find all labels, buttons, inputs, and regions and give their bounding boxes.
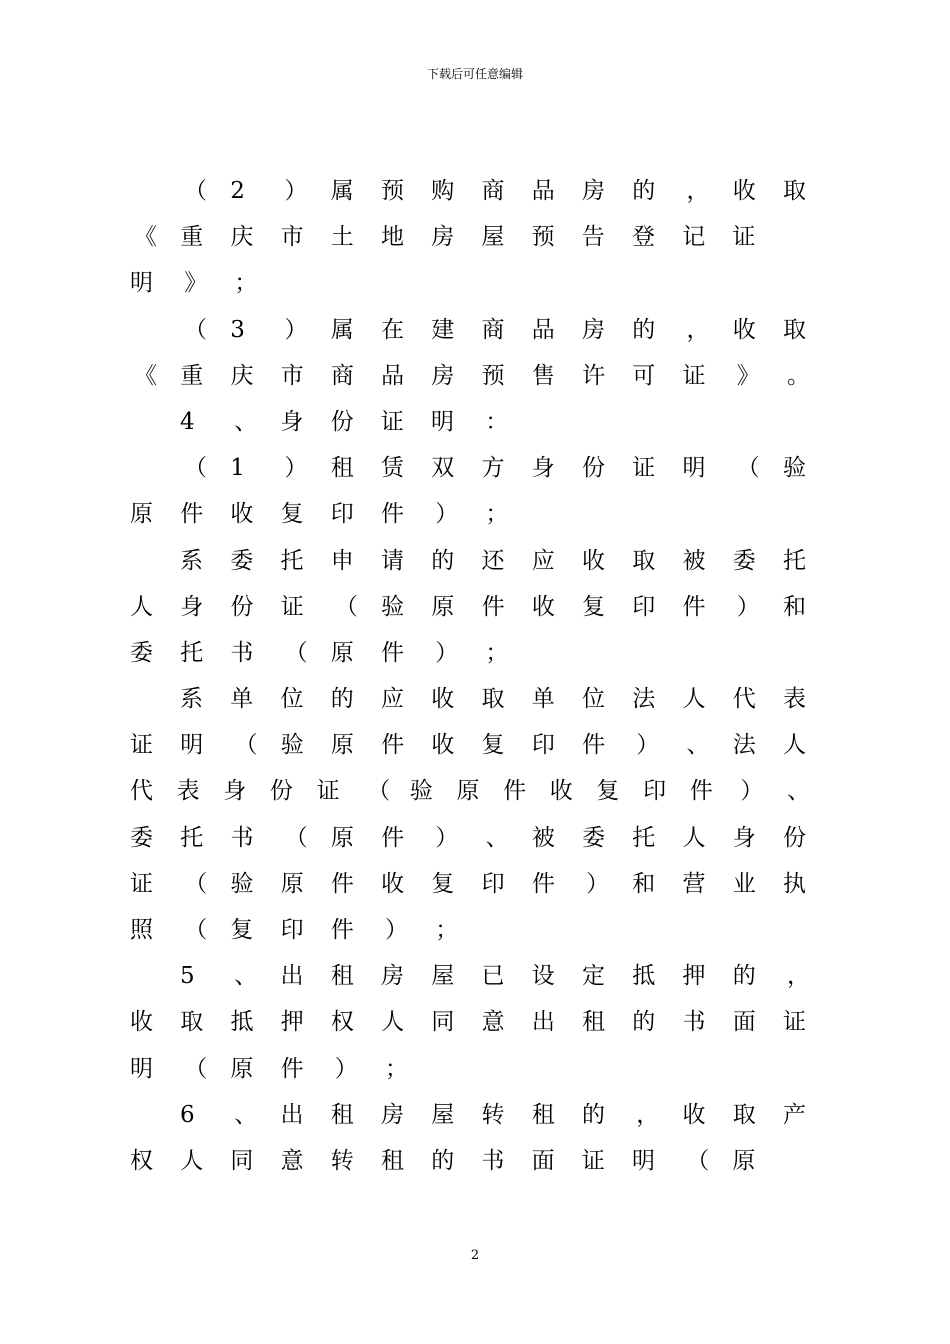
glyph: 品 (531, 316, 555, 343)
glyph: 收 (230, 501, 254, 528)
glyph: 租 (582, 1009, 606, 1036)
glyph: 品 (381, 362, 405, 389)
glyph: 抵 (230, 1009, 254, 1036)
glyph: 意 (481, 1009, 505, 1036)
glyph: 件 (280, 1055, 304, 1082)
glyph: 证 (632, 455, 656, 482)
glyph: 5 (180, 963, 195, 990)
paragraph-first-line (130, 676, 806, 722)
glyph: 6 (180, 1101, 195, 1128)
glyph: 代 (130, 778, 153, 805)
glyph: 取 (481, 686, 505, 713)
glyph: （ (367, 778, 391, 805)
glyph: 份 (230, 593, 254, 620)
glyph: ） (586, 870, 610, 897)
glyph: 2 (230, 178, 245, 204)
glyph: 委 (732, 547, 756, 574)
glyph: ； (485, 501, 509, 528)
glyph: 屋 (431, 1101, 455, 1128)
paragraph-line (130, 214, 806, 260)
glyph: 书 (481, 1147, 505, 1174)
glyph: ； (485, 639, 509, 666)
glyph: 印 (531, 732, 555, 759)
glyph: ） (284, 316, 308, 343)
glyph: 件 (689, 778, 713, 805)
glyph: 身 (223, 778, 247, 805)
glyph: ） (284, 178, 308, 204)
glyph: 双 (431, 455, 455, 482)
glyph: 押 (682, 963, 706, 990)
glyph: 的 (632, 316, 656, 343)
glyph: ： (485, 408, 509, 435)
glyph: 房 (381, 963, 404, 990)
glyph: ， (686, 316, 710, 343)
glyph: 、 (686, 732, 710, 759)
glyph: 原 (732, 1147, 756, 1174)
glyph: 验 (280, 732, 304, 759)
glyph: ， (686, 178, 710, 204)
glyph: 收 (582, 547, 605, 574)
glyph: 人 (381, 1009, 405, 1036)
glyph: 还 (481, 547, 505, 574)
glyph: 法 (732, 732, 756, 759)
glyph: 明 (632, 1147, 655, 1174)
glyph: 件 (330, 917, 354, 943)
glyph: 系 (180, 547, 203, 574)
glyph: 和 (632, 870, 656, 897)
glyph: 设 (531, 963, 555, 990)
glyph: 请 (381, 547, 404, 574)
glyph: 托 (280, 547, 304, 574)
glyph: 原 (330, 824, 354, 851)
glyph: （ (184, 178, 207, 204)
glyph: 房 (582, 178, 605, 204)
glyph: 的 (431, 1147, 455, 1174)
glyph: 商 (481, 178, 505, 204)
glyph: 面 (732, 1009, 756, 1036)
glyph: 件 (582, 732, 606, 759)
glyph: 复 (230, 917, 254, 943)
glyph: 收 (431, 686, 455, 713)
glyph: 》 (184, 270, 208, 297)
glyph: 系 (180, 686, 203, 713)
glyph: 面 (531, 1147, 555, 1174)
glyph: 押 (280, 1009, 304, 1036)
glyph: 可 (632, 362, 656, 389)
glyph: 件 (330, 870, 354, 897)
glyph: 权 (130, 1147, 153, 1174)
glyph: 取 (632, 547, 656, 574)
paragraph-line (130, 1138, 806, 1184)
glyph: 同 (230, 1147, 254, 1174)
glyph: 。 (787, 362, 810, 389)
glyph: 复 (481, 732, 505, 759)
glyph: 表 (783, 686, 806, 713)
glyph: 书 (230, 824, 254, 851)
paragraph-line (130, 815, 806, 861)
glyph: （ (184, 917, 208, 943)
glyph: ） (284, 455, 308, 482)
glyph: 证 (732, 224, 756, 251)
glyph: 证 (380, 408, 404, 435)
glyph: 书 (682, 1009, 706, 1036)
glyph: 的 (732, 963, 756, 990)
glyph: 租 (330, 1101, 354, 1128)
glyph: 取 (732, 1101, 756, 1128)
glyph: 应 (381, 686, 404, 713)
glyph: 申 (330, 547, 354, 574)
glyph: 件 (381, 732, 405, 759)
glyph: 印 (481, 870, 505, 897)
glyph: 屋 (481, 224, 505, 251)
glyph: 明 (130, 270, 153, 297)
glyph: 原 (280, 870, 304, 897)
glyph: 人 (682, 686, 706, 713)
glyph: 转 (481, 1101, 505, 1128)
paragraph-first-line (130, 1092, 806, 1138)
glyph: 原 (330, 732, 354, 759)
glyph: 件 (481, 593, 505, 620)
glyph: 出 (280, 963, 304, 990)
glyph: （ (334, 593, 358, 620)
glyph: 位 (280, 686, 304, 713)
glyph: 商 (330, 362, 354, 389)
glyph: 建 (431, 316, 455, 343)
glyph: 、 (787, 778, 810, 805)
paragraph-line (130, 630, 806, 676)
glyph: 明 (130, 1055, 153, 1082)
glyph: 代 (732, 686, 756, 713)
glyph: 件 (682, 593, 706, 620)
glyph: 房 (431, 224, 455, 251)
glyph: ） (736, 593, 760, 620)
glyph: 份 (269, 778, 293, 805)
glyph: 身 (280, 408, 304, 435)
glyph: 书 (230, 639, 254, 666)
glyph: 、 (234, 1101, 258, 1128)
glyph: 3 (230, 316, 245, 343)
glyph: 收 (682, 1101, 706, 1128)
glyph: 的 (632, 178, 656, 204)
glyph: 租 (531, 1101, 555, 1128)
glyph: 件 (531, 870, 555, 897)
paragraph-first-line (130, 445, 806, 491)
glyph: 身 (531, 455, 555, 482)
glyph: 4 (180, 408, 195, 435)
glyph: 复 (582, 593, 606, 620)
glyph: 售 (531, 362, 555, 389)
glyph: 托 (632, 824, 656, 851)
glyph: 收 (549, 778, 573, 805)
paragraph-line (130, 491, 806, 537)
glyph: 权 (330, 1009, 354, 1036)
glyph: 的 (632, 1009, 656, 1036)
glyph: 位 (582, 686, 605, 713)
glyph: 原 (230, 1055, 254, 1082)
glyph: 收 (531, 593, 555, 620)
glyph: 应 (531, 547, 555, 574)
glyph: 被 (531, 824, 555, 851)
glyph: 抵 (632, 963, 656, 990)
glyph: 取 (180, 1009, 204, 1036)
glyph: 、 (485, 824, 509, 851)
glyph: 收 (130, 1009, 153, 1036)
glyph: 告 (581, 224, 605, 251)
glyph: 验 (230, 870, 254, 897)
glyph: 营 (682, 870, 706, 897)
glyph: 原 (431, 593, 455, 620)
glyph: 地 (381, 224, 404, 251)
paragraph-line (130, 1046, 806, 1092)
glyph: 明 (682, 455, 706, 482)
glyph: 的 (330, 686, 354, 713)
glyph: ， (636, 1101, 660, 1128)
glyph: 预 (481, 362, 505, 389)
paragraph-first-line (130, 168, 806, 214)
glyph: 意 (280, 1147, 304, 1174)
glyph: 托 (180, 824, 204, 851)
paragraph-line (130, 907, 806, 953)
glyph: 和 (783, 593, 806, 620)
glyph: 属 (330, 316, 354, 343)
glyph: 人 (180, 1147, 204, 1174)
glyph: 租 (330, 963, 354, 990)
glyph: 件 (381, 824, 405, 851)
paragraph-line (130, 768, 810, 814)
glyph: 市 (280, 224, 304, 251)
glyph: 印 (280, 917, 304, 943)
glyph: 的 (431, 547, 455, 574)
glyph: ， (787, 963, 810, 990)
glyph: 单 (531, 686, 555, 713)
glyph: 出 (280, 1101, 304, 1128)
glyph: ； (435, 917, 459, 943)
glyph: 验 (783, 455, 806, 482)
glyph: 件 (180, 501, 204, 528)
glyph: （ (184, 455, 207, 482)
glyph: 、 (234, 408, 258, 435)
glyph: 庆 (230, 224, 254, 251)
page-number: 2 (470, 1248, 480, 1263)
glyph: 表 (176, 778, 200, 805)
paragraph-first-line (130, 538, 806, 584)
glyph: 、 (234, 963, 258, 990)
glyph: 件 (381, 639, 404, 666)
glyph: 复 (280, 501, 304, 528)
paragraph-first-line (130, 399, 806, 445)
glyph: 产 (783, 1101, 806, 1128)
glyph: 委 (130, 639, 153, 666)
glyph: 收 (381, 870, 405, 897)
glyph: （ (736, 455, 760, 482)
glyph: ） (435, 824, 459, 851)
glyph: （ (184, 870, 208, 897)
glyph: （ (184, 316, 207, 343)
glyph: 单 (230, 686, 254, 713)
glyph: 执 (783, 870, 806, 897)
glyph: 证 (682, 362, 706, 389)
glyph: 租 (381, 1147, 404, 1174)
glyph: （ (184, 1055, 208, 1082)
glyph: 市 (280, 362, 304, 389)
glyph: 重 (180, 224, 204, 251)
glyph: 收 (732, 316, 756, 343)
paragraph-first-line (130, 953, 810, 999)
page-header: 下载后可任意编辑 (426, 67, 523, 81)
glyph: 证 (581, 1147, 605, 1174)
glyph: 定 (582, 963, 605, 990)
glyph: 取 (783, 178, 806, 204)
glyph: 委 (130, 824, 153, 851)
glyph: 重 (180, 362, 204, 389)
glyph: 复 (431, 870, 455, 897)
glyph: ） (435, 639, 459, 666)
glyph: 明 (431, 408, 454, 435)
glyph: 身 (732, 824, 756, 851)
glyph: 身 (180, 593, 204, 620)
glyph: 商 (481, 316, 505, 343)
glyph: 庆 (230, 362, 254, 389)
glyph: 证 (130, 870, 153, 897)
glyph: 印 (632, 593, 656, 620)
glyph: 收 (431, 732, 455, 759)
glyph: 证 (130, 732, 153, 759)
glyph: ） (636, 732, 660, 759)
glyph: 出 (531, 1009, 555, 1036)
glyph: 租 (330, 455, 354, 482)
glyph: 在 (381, 316, 404, 343)
glyph: 委 (230, 547, 254, 574)
glyph: 证 (783, 1009, 806, 1036)
glyph: 份 (783, 824, 806, 851)
glyph: 屋 (431, 963, 455, 990)
glyph: 取 (783, 316, 806, 343)
glyph: 验 (381, 593, 405, 620)
glyph: 人 (130, 593, 153, 620)
paragraph-line (130, 584, 806, 630)
glyph: ） (435, 501, 459, 528)
paragraph-first-line (130, 307, 806, 353)
glyph: 登 (632, 224, 655, 251)
glyph: 原 (130, 501, 153, 528)
glyph: 被 (682, 547, 706, 574)
glyph: 托 (180, 639, 204, 666)
glyph: 已 (481, 963, 505, 990)
glyph: （ (234, 732, 258, 759)
glyph: 购 (431, 178, 455, 204)
glyph: 份 (330, 408, 354, 435)
glyph: 赁 (381, 455, 404, 482)
glyph: 品 (531, 178, 555, 204)
glyph: 同 (431, 1009, 455, 1036)
paragraph-line (130, 861, 806, 907)
document-body (130, 168, 810, 1184)
paragraph-line (130, 260, 806, 306)
paragraph-line (130, 999, 806, 1045)
glyph: ； (385, 1055, 408, 1082)
glyph: 人 (682, 824, 706, 851)
glyph: 托 (783, 547, 806, 574)
glyph: 明 (180, 732, 204, 759)
glyph: 房 (582, 316, 605, 343)
glyph: 房 (431, 362, 455, 389)
glyph: 方 (481, 455, 505, 482)
glyph: 照 (130, 917, 153, 943)
glyph: 法 (632, 686, 656, 713)
glyph: ； (234, 270, 258, 297)
glyph: 人 (783, 732, 806, 759)
glyph: 房 (381, 1101, 404, 1128)
glyph: 《 (134, 362, 157, 389)
glyph: 复 (596, 778, 620, 805)
glyph: （ (686, 1147, 710, 1174)
glyph: （ (284, 824, 308, 851)
glyph: 件 (381, 501, 404, 528)
glyph: 《 (134, 224, 157, 251)
glyph: 证 (280, 593, 304, 620)
glyph: 土 (330, 224, 354, 251)
glyph: （ (284, 639, 308, 666)
glyph: 1 (230, 455, 245, 482)
glyph: 件 (503, 778, 527, 805)
glyph: ） (385, 917, 408, 943)
glyph: 预 (381, 178, 404, 204)
glyph: 预 (531, 224, 555, 251)
glyph: 收 (732, 178, 756, 204)
glyph: 许 (582, 362, 606, 389)
glyph: 》 (736, 362, 760, 389)
glyph: 印 (643, 778, 667, 805)
glyph: 记 (682, 224, 706, 251)
glyph: 印 (330, 501, 354, 528)
glyph: 份 (582, 455, 605, 482)
glyph: 验 (409, 778, 433, 805)
glyph: 业 (732, 870, 756, 897)
glyph: 原 (330, 639, 354, 666)
glyph: 属 (330, 178, 354, 204)
glyph: ） (740, 778, 764, 805)
paragraph-line (130, 722, 806, 768)
glyph: 的 (582, 1101, 605, 1128)
paragraph-line (130, 353, 810, 399)
glyph: 证 (316, 778, 340, 805)
glyph: 原 (456, 778, 480, 805)
glyph: ） (334, 1055, 358, 1082)
glyph: 转 (330, 1147, 354, 1174)
glyph: 委 (582, 824, 606, 851)
